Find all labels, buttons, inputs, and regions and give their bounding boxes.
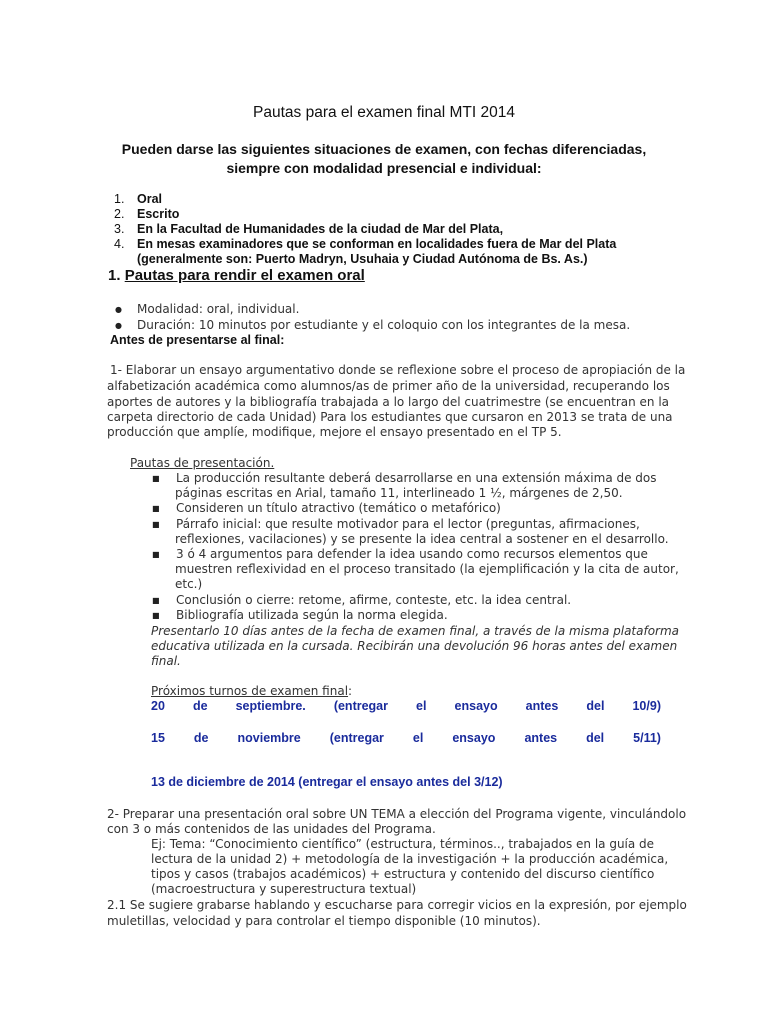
turno-row-2: 15 de noviembre (entregar el ensayo antes del 5/11) bbox=[151, 731, 661, 745]
list-item: Párrafo inicial: que resulte motivador para el lector (preguntas, afirmaciones, bbox=[176, 517, 640, 531]
paragraph-line: carpeta directorio de cada Unidad) Para los estudiantes que cursaron en 2013 se trata de una bbox=[107, 410, 673, 424]
list-item-continuation: (generalmente son: Puerto Madryn, Usuhaia y Ciudad Autónoma de Bs. As.) bbox=[137, 252, 588, 266]
paragraph-line: aportes de autores y la bibliografía trabajada a lo largo del cuatrimestre (se encuentran en la bbox=[107, 395, 670, 409]
bullet-item: Duración: 10 minutos por estudiante y el coloquio con los integrantes de la mesa. bbox=[137, 318, 631, 332]
square-bullet-icon: ■ bbox=[152, 550, 160, 559]
list-item: Bibliografía utilizada según la norma elegida. bbox=[176, 608, 448, 622]
section-heading bbox=[108, 267, 365, 284]
list-item: Escrito bbox=[137, 207, 180, 221]
paragraph-line: alfabetización académica como alumnos/as de primer año de la universidad, recuperando los bbox=[107, 379, 670, 393]
list-item: Oral bbox=[137, 192, 163, 206]
paragraph-line: tipos y casos (trabajos académicos) + estructura y contenido del discurso científico bbox=[151, 867, 655, 881]
section-number: 1. bbox=[108, 267, 121, 284]
paragraph-line: producción que amplíe, modifique, mejore el ensayo presentado en el TP 5. bbox=[107, 425, 562, 439]
bullet-icon: ● bbox=[115, 305, 122, 314]
paragraph-line: 2- Preparar una presentación oral sobre UN TEMA a elección del Programa vigente, vinculándolo bbox=[107, 807, 687, 821]
paragraph-line: 2.1 Se sugiere grabarse hablando y escucharse para corregir vicios en la expresión, por ejemplo bbox=[107, 898, 687, 912]
bullet-icon: ● bbox=[115, 321, 122, 330]
list-item: En la Facultad de Humanidades de la ciudad de Mar del Plata, bbox=[137, 222, 504, 236]
list-item-number: 3. bbox=[114, 222, 125, 236]
list-item: Consideren un título atractivo (temático o metafórico) bbox=[176, 501, 501, 515]
paragraph-line: final. bbox=[151, 654, 181, 668]
paragraph-line: muletillas, velocidad y para controlar el tiempo disponible (10 minutos). bbox=[107, 914, 541, 928]
list-item: 3 ó 4 argumentos para defender la idea usando como recursos elementos que bbox=[176, 547, 648, 561]
list-item-number: 4. bbox=[114, 237, 125, 251]
paragraph-line: con 3 o más contenidos de las unidades del Programa. bbox=[107, 822, 436, 836]
turno-row-3: 13 de diciembre de 2014 (entregar el ensayo antes del 3/12) bbox=[151, 775, 503, 789]
proximos-turnos-label: Próximos turnos de examen final: bbox=[151, 684, 353, 698]
list-item-continuation: muestren reflexividad en el proceso transitado (la ejemplificación y la cita de autor, bbox=[175, 562, 679, 576]
square-bullet-icon: ■ bbox=[152, 596, 160, 605]
list-item-continuation: etc.) bbox=[175, 577, 203, 591]
turno-row-1: 20 de septiembre. (entregar el ensayo antes del 10/9) bbox=[151, 699, 661, 713]
section-title: Pautas para rendir el examen oral bbox=[124, 267, 365, 284]
paragraph-line: 1- Elaborar un ensayo argumentativo donde se reflexione sobre el proceso de apropiación de la bbox=[110, 363, 686, 377]
list-item-number: 1. bbox=[114, 192, 125, 206]
subtitle: Pueden darse las siguientes situaciones de examen, con fechas diferenciadas, siempre con modalidad presencial e individual: bbox=[121, 141, 647, 176]
pautas-presentacion-heading: Pautas de presentación. bbox=[130, 456, 275, 470]
list-item-continuation: reflexiones, vacilaciones) y se presente la idea central a sostener en el desarrollo. bbox=[175, 532, 669, 546]
page-title: Pautas para el examen final MTI 2014 bbox=[253, 104, 515, 121]
list-item: Conclusión o cierre: retome, afirme, conteste, etc. la idea central. bbox=[176, 593, 572, 607]
paragraph-line: Presentarlo 10 días antes de la fecha de examen final, a través de la misma plataforma bbox=[151, 624, 680, 638]
list-item: La producción resultante deberá desarrollarse en una extensión máxima de dos bbox=[176, 471, 657, 485]
paragraph-line: Ej: Tema: “Conocimiento científico” (estructura, términos.., trabajados en la guía de bbox=[151, 837, 655, 851]
antes-heading: Antes de presentarse al final: bbox=[110, 333, 285, 347]
square-bullet-icon: ■ bbox=[152, 520, 160, 529]
square-bullet-icon: ■ bbox=[152, 474, 160, 483]
list-item-number: 2. bbox=[114, 207, 125, 221]
paragraph-line: (macroestructura y superestructura textual) bbox=[151, 882, 417, 896]
bullet-item: Modalidad: oral, individual. bbox=[137, 302, 300, 316]
square-bullet-icon: ■ bbox=[152, 611, 160, 620]
list-item-continuation: páginas escritas en Arial, tamaño 11, interlineado 1 ½, márgenes de 2,50. bbox=[175, 486, 623, 500]
paragraph-line: educativa utilizada en la cursada. Recibirán una devolución 96 horas antes del examen bbox=[151, 639, 678, 653]
paragraph-line: lectura de la unidad 2) + metodología de la investigación + la producción académica, bbox=[151, 852, 669, 866]
square-bullet-icon: ■ bbox=[152, 504, 160, 513]
list-item: En mesas examinadores que se conforman en localidades fuera de Mar del Plata bbox=[137, 237, 617, 251]
